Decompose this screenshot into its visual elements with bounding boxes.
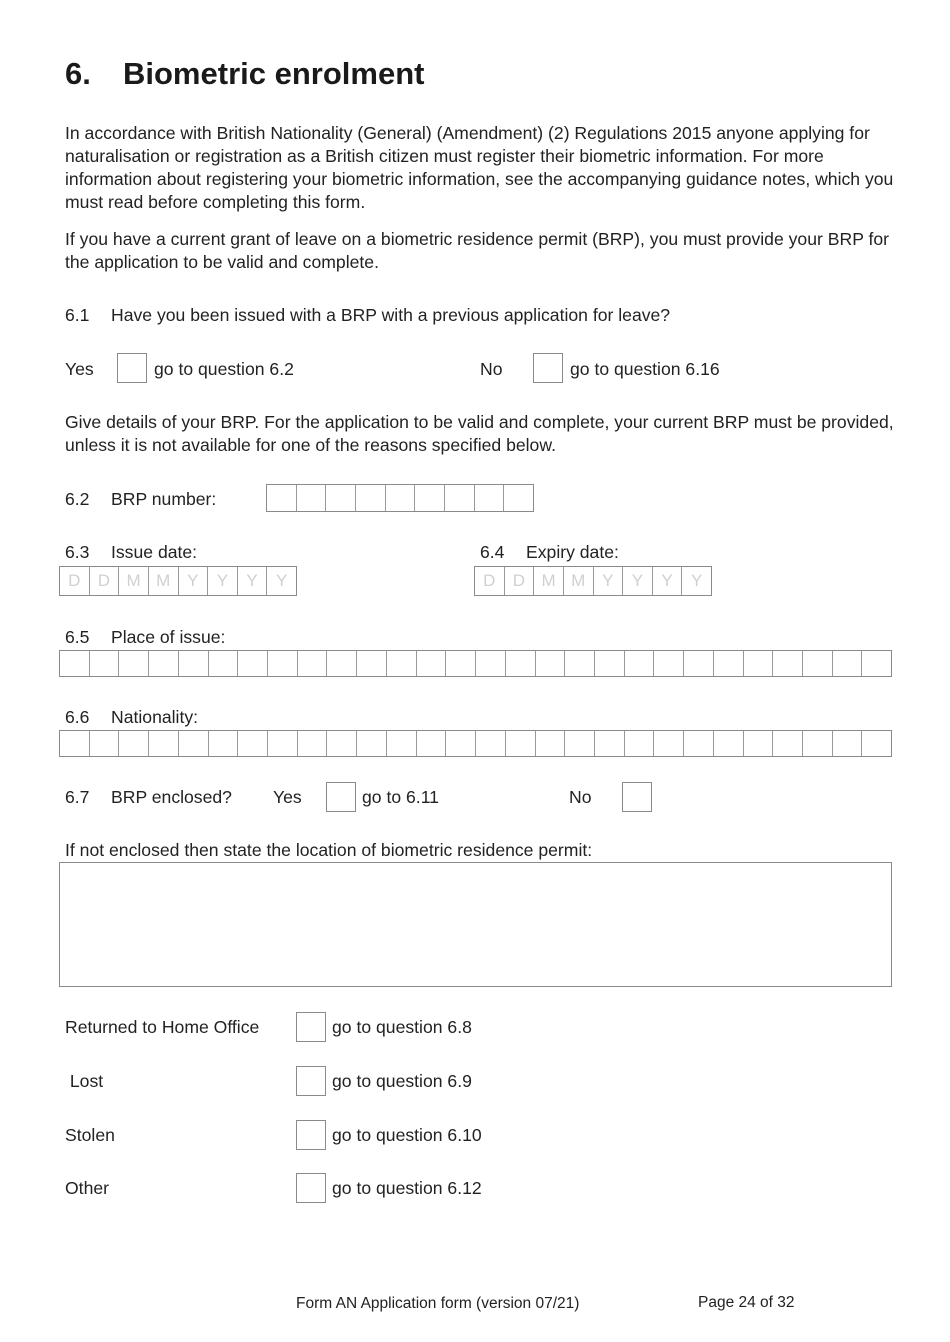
q66-number: 6.6 [65, 707, 90, 727]
q64-number: 6.4 [480, 542, 505, 562]
q61-no-checkbox[interactable] [533, 353, 563, 383]
character-box[interactable] [833, 731, 863, 756]
character-box[interactable] [744, 651, 774, 676]
character-box[interactable] [654, 731, 684, 756]
character-box[interactable] [209, 651, 239, 676]
character-box[interactable] [714, 651, 744, 676]
q67-label: BRP enclosed? [111, 787, 232, 807]
place-of-issue-field[interactable] [59, 650, 892, 677]
character-box[interactable] [209, 731, 239, 756]
location-returned-checkbox[interactable] [296, 1012, 326, 1042]
intro-paragraph-2: If you have a current grant of leave on a biometric residence permit (BRP), you must provide your BRP for the application to be valid and complete. [65, 229, 890, 272]
q66-label: Nationality: [111, 707, 199, 727]
section-number: 6. [65, 56, 91, 91]
character-box[interactable] [506, 731, 536, 756]
q67-no-checkbox[interactable] [622, 782, 652, 812]
character-box[interactable] [536, 731, 566, 756]
q61-yes-goto: go to question 6.2 [154, 359, 294, 379]
character-box[interactable] [60, 651, 90, 676]
location-stolen-goto: go to question 6.10 [332, 1125, 482, 1145]
q61-no-label: No [480, 359, 503, 379]
intro-paragraph-1: In accordance with British Nationality (General) (Amendment) (2) Regulations 2015 anyone applying for naturalisation or registration as a British citizen must register their biometric information. For more information about registering your biometric information, see the accompanying guidance notes, which you must read before completing this form. [65, 123, 894, 212]
character-box[interactable] [60, 731, 90, 756]
expiry-date-field[interactable] [474, 566, 712, 596]
character-box[interactable]: Y [594, 567, 624, 595]
q63-number: 6.3 [65, 542, 90, 562]
character-box[interactable] [417, 651, 447, 676]
character-box[interactable] [862, 651, 891, 676]
not-enclosed-label: If not enclosed then state the location of biometric residence permit: [65, 840, 593, 860]
location-lost-label: Lost [65, 1071, 104, 1091]
q67-no-label: No [569, 787, 592, 807]
character-box[interactable] [179, 651, 209, 676]
location-other-label: Other [65, 1178, 110, 1198]
character-box[interactable] [625, 651, 655, 676]
character-box[interactable]: D [475, 567, 505, 595]
character-box[interactable] [862, 731, 891, 756]
q67-yes-label: Yes [273, 787, 302, 807]
q61-yes-label: Yes [65, 359, 94, 379]
character-box[interactable] [415, 485, 445, 511]
brp-number-field[interactable] [266, 484, 534, 512]
character-box[interactable]: M [119, 567, 149, 595]
character-box[interactable] [179, 731, 209, 756]
character-box[interactable]: Y [276, 571, 288, 590]
character-box[interactable] [327, 651, 357, 676]
character-box[interactable] [268, 651, 298, 676]
character-box[interactable] [445, 485, 475, 511]
character-box[interactable] [90, 731, 120, 756]
character-box[interactable] [386, 485, 416, 511]
character-box[interactable] [565, 651, 595, 676]
character-box[interactable]: M [564, 567, 594, 595]
character-box[interactable]: Y [238, 567, 268, 595]
character-box[interactable] [327, 731, 357, 756]
character-box[interactable] [149, 731, 179, 756]
issue-date-field[interactable] [59, 566, 297, 596]
character-box[interactable] [506, 651, 536, 676]
character-box[interactable] [446, 731, 476, 756]
q62-number: 6.2 [65, 489, 90, 509]
q61-no-goto: go to question 6.16 [570, 359, 720, 379]
character-box[interactable] [475, 485, 505, 511]
character-box[interactable] [238, 651, 268, 676]
character-box[interactable] [773, 651, 803, 676]
q61-yes-checkbox[interactable] [117, 353, 147, 383]
location-lost-goto: go to question 6.9 [332, 1071, 472, 1091]
character-box[interactable]: Y [179, 567, 209, 595]
character-box[interactable]: Y [691, 571, 703, 590]
character-box[interactable] [417, 731, 447, 756]
nationality-field[interactable] [59, 730, 892, 757]
character-box[interactable] [149, 651, 179, 676]
character-box[interactable] [714, 731, 744, 756]
location-lost-checkbox[interactable] [296, 1066, 326, 1096]
character-box[interactable] [387, 731, 417, 756]
q63-label: Issue date: [111, 542, 198, 562]
character-box[interactable] [744, 731, 774, 756]
q67-yes-goto: go to 6.11 [362, 787, 439, 807]
location-stolen-checkbox[interactable] [296, 1120, 326, 1150]
character-box[interactable] [803, 731, 833, 756]
character-box[interactable] [595, 651, 625, 676]
character-box[interactable] [476, 731, 506, 756]
character-box[interactable]: Y [623, 567, 653, 595]
character-box[interactable] [536, 651, 566, 676]
character-box[interactable] [268, 731, 298, 756]
brp-location-textarea[interactable] [59, 862, 892, 987]
character-box[interactable] [357, 731, 387, 756]
character-box[interactable] [387, 651, 417, 676]
character-box[interactable] [833, 651, 863, 676]
character-box[interactable] [298, 731, 328, 756]
character-box[interactable] [803, 651, 833, 676]
character-box[interactable]: Y [653, 567, 683, 595]
character-box[interactable] [476, 651, 506, 676]
character-box[interactable] [119, 731, 149, 756]
location-returned-goto: go to question 6.8 [332, 1017, 472, 1037]
character-box[interactable] [773, 731, 803, 756]
character-box[interactable] [684, 651, 714, 676]
q61-number: 6.1 [65, 305, 90, 325]
character-box[interactable] [326, 485, 356, 511]
character-box[interactable]: D [505, 567, 535, 595]
character-box[interactable] [565, 731, 595, 756]
location-stolen-label: Stolen [65, 1125, 115, 1145]
character-box[interactable] [684, 731, 714, 756]
location-other-goto: go to question 6.12 [332, 1178, 482, 1198]
brp-details-text: Give details of your BRP. For the application to be valid and complete, your current BRP must be provided, unless it is not available for one of the reasons specified below. [65, 412, 894, 455]
q62-label: BRP number: [111, 489, 217, 509]
footer-form-version: Form AN Application form (version 07/21) [296, 1295, 580, 1312]
character-box[interactable] [90, 651, 120, 676]
character-box[interactable] [267, 485, 297, 511]
character-box[interactable]: M [534, 567, 564, 595]
character-box[interactable] [595, 731, 625, 756]
character-box[interactable]: D [90, 567, 120, 595]
section-heading [65, 56, 424, 92]
q65-label: Place of issue: [111, 627, 226, 647]
character-box[interactable] [119, 651, 149, 676]
character-box[interactable] [654, 651, 684, 676]
character-box[interactable] [356, 485, 386, 511]
character-box[interactable] [625, 731, 655, 756]
q64-label: Expiry date: [526, 542, 619, 562]
character-box[interactable]: Y [208, 567, 238, 595]
q65-number: 6.5 [65, 627, 90, 647]
character-box[interactable] [238, 731, 268, 756]
character-box[interactable] [298, 651, 328, 676]
q61-question: Have you been issued with a BRP with a previous application for leave? [111, 305, 671, 325]
character-box[interactable]: M [149, 567, 179, 595]
character-box[interactable] [446, 651, 476, 676]
q67-number: 6.7 [65, 787, 90, 807]
location-returned-label: Returned to Home Office [65, 1017, 260, 1037]
character-box[interactable] [357, 651, 387, 676]
q67-yes-checkbox[interactable] [326, 782, 356, 812]
character-box[interactable] [297, 485, 327, 511]
character-box[interactable]: D [60, 567, 90, 595]
location-other-checkbox[interactable] [296, 1173, 326, 1203]
section-title: Biometric enrolment [123, 56, 425, 91]
footer-page-number: Page 24 of 32 [698, 1294, 795, 1311]
character-box[interactable] [504, 485, 533, 511]
